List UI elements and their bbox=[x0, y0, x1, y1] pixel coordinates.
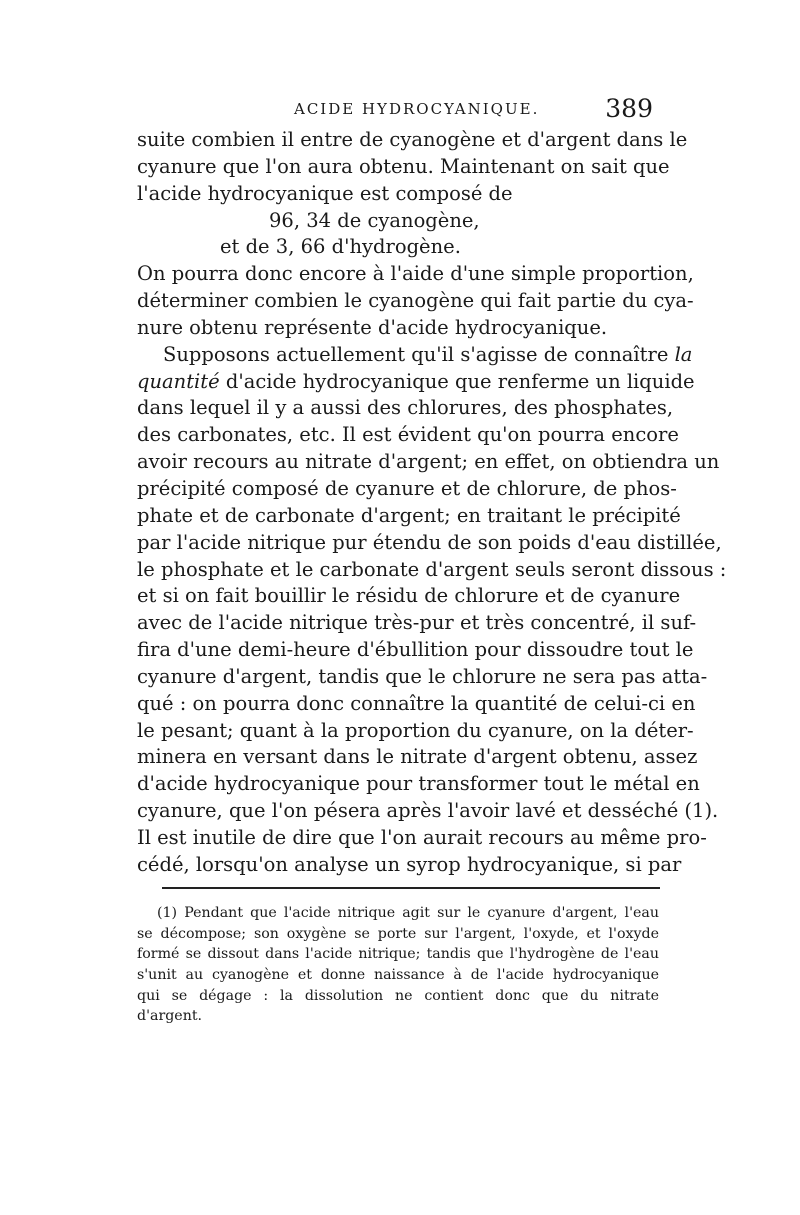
footnote-line: d'argent. bbox=[137, 1008, 203, 1025]
text-line: dans lequel il y a aussi des chlorures, des phosphates, bbox=[137, 396, 674, 420]
text-line: nure obtenu représente d'acide hydrocyanique. bbox=[137, 315, 608, 339]
text-line: d'acide hydrocyanique pour transformer tout le métal en bbox=[137, 772, 700, 796]
text-line: fira d'une demi-heure d'ébullition pour dissoudre tout le bbox=[137, 638, 694, 662]
italic-text: la bbox=[674, 342, 693, 366]
page-number: 389 bbox=[605, 94, 653, 123]
body-text bbox=[137, 127, 727, 879]
text-line: quantité d'acide hydrocyanique que renferme un liquide bbox=[137, 369, 695, 393]
text-line: minera en versant dans le nitrate d'argent obtenu, assez bbox=[137, 745, 698, 769]
text-line: avoir recours au nitrate d'argent; en effet, on obtiendra un bbox=[137, 450, 720, 474]
footnote-line: formé se dissout dans l'acide nitrique; tandis que l'hydrogène de l'eau bbox=[137, 946, 659, 963]
italic-text: quantité bbox=[137, 369, 220, 393]
text-line: cyanure d'argent, tandis que le chlorure ne sera pas atta- bbox=[137, 664, 708, 688]
composition-line: et de 3, 66 d'hydrogène. bbox=[220, 235, 461, 259]
text-line: le phosphate et le carbonate d'argent seuls seront dissous : bbox=[137, 557, 727, 581]
text-line: cédé, lorsqu'on analyse un syrop hydrocyanique, si par bbox=[137, 852, 682, 876]
footnote bbox=[137, 903, 659, 1027]
footnote-line: se décompose; son oxygène se porte sur l'argent, l'oxyde, et l'oxyde bbox=[137, 925, 659, 942]
text-line: On pourra donc encore à l'aide d'une simple proportion, bbox=[137, 262, 694, 286]
text-line: phate et de carbonate d'argent; en traitant le précipité bbox=[137, 503, 681, 527]
footnote-line: s'unit au cyanogène et donne naissance à de l'acide hydrocyanique bbox=[137, 967, 659, 984]
text-line: qué : on pourra donc connaître la quantité de celui-ci en bbox=[137, 691, 696, 715]
text-line: déterminer combien le cyanogène qui fait partie du cya- bbox=[137, 289, 694, 313]
text-line: avec de l'acide nitrique très-pur et très concentré, il suf- bbox=[137, 611, 697, 635]
text-line: et si on fait bouillir le résidu de chlorure et de cyanure bbox=[137, 584, 681, 608]
text-line: Il est inutile de dire que l'on aurait recours au même pro- bbox=[137, 825, 707, 849]
footnote-rule bbox=[162, 887, 660, 889]
text-line: cyanure, que l'on pésera après l'avoir lavé et desséché (1). bbox=[137, 799, 719, 823]
text-line: Supposons actuellement qu'il s'agisse de connaître la bbox=[163, 342, 693, 366]
footnote-line: qui se dégage : la dissolution ne contient donc que du nitrate bbox=[137, 987, 659, 1004]
text-line: des carbonates, etc. Il est évident qu'on pourra encore bbox=[137, 423, 679, 447]
text-line: précipité composé de cyanure et de chlorure, de phos- bbox=[137, 476, 677, 500]
text-line: par l'acide nitrique pur étendu de son poids d'eau distillée, bbox=[137, 530, 722, 554]
footnote-line: (1) Pendant que l'acide nitrique agit sur le cyanure d'argent, l'eau bbox=[157, 905, 659, 921]
text-line: le pesant; quant à la proportion du cyanure, on la déter- bbox=[137, 718, 694, 742]
running-title: ACIDE HYDROCYANIQUE. bbox=[294, 100, 540, 118]
text-line: suite combien il entre de cyanogène et d'argent dans le bbox=[137, 128, 688, 151]
composition-line: 96, 34 de cyanogène, bbox=[269, 208, 480, 232]
text-line: l'acide hydrocyanique est composé de bbox=[137, 181, 513, 205]
running-head bbox=[137, 96, 657, 126]
text-line: cyanure que l'on aura obtenu. Maintenant on sait que bbox=[137, 154, 670, 178]
